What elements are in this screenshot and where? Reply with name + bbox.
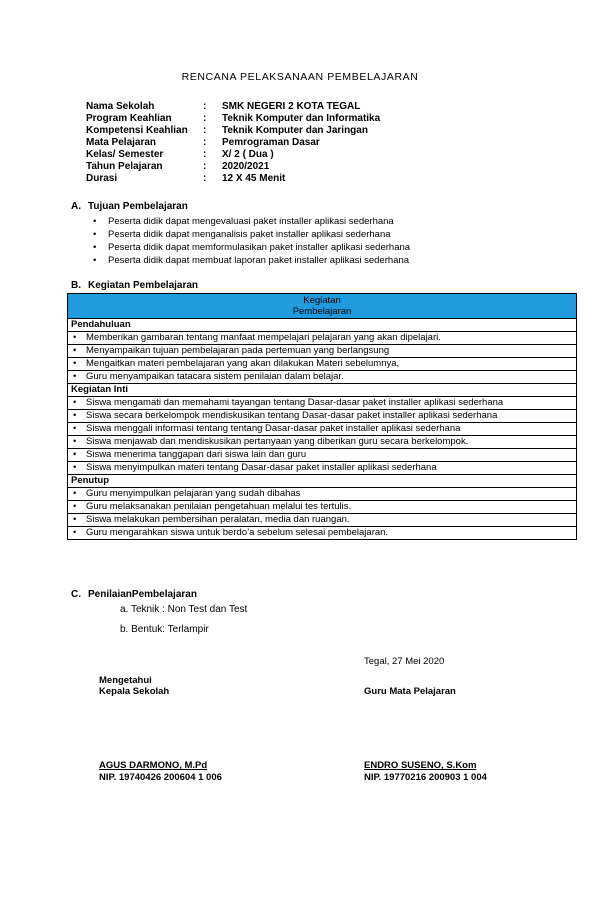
identity-colon: :: [203, 125, 207, 136]
identity-colon: :: [203, 101, 207, 112]
list-item: b. Bentuk: Terlampir: [120, 624, 209, 635]
place-date: Tegal, 27 Mei 2020: [364, 656, 445, 667]
teacher-nip: NIP. 19770216 200903 1 004: [364, 772, 487, 783]
identity-label: Nama Sekolah: [86, 101, 155, 112]
identity-row: [86, 113, 380, 125]
table-group-row: [68, 384, 577, 397]
section-a-heading: [71, 201, 188, 212]
table-header-row: [68, 294, 577, 319]
identity-value: Teknik Komputer dan Informatika: [222, 113, 381, 124]
table-row: [68, 397, 577, 410]
section-b-heading: [71, 280, 198, 291]
section-title: PenilaianPembelajaran: [88, 589, 197, 600]
identity-value: Pemrograman Dasar: [222, 137, 320, 148]
group-title-inti: Kegiatan Inti: [68, 384, 577, 397]
identity-row: [86, 173, 380, 185]
principal-name: AGUS DARMONO, M.Pd: [99, 760, 208, 771]
identity-colon: :: [203, 173, 207, 184]
table-cell: • Siswa melakukan pembersihan peralatan, media dan ruangan.: [68, 514, 577, 527]
table-row: [68, 462, 577, 475]
identity-value: SMK NEGERI 2 KOTA TEGAL: [222, 101, 361, 112]
acknowledge-label: Mengetahui: [99, 675, 152, 686]
identity-row: [86, 149, 380, 161]
identity-value: 2020/2021: [222, 161, 270, 172]
identity-label: Mata Pelajaran: [86, 137, 157, 148]
table-cell: • Mengaitkan materi pembelajaran yang akan dilakukan Materi sebelumnya,: [68, 358, 577, 371]
section-letter: B.: [71, 280, 81, 291]
table-cell: • Siswa menerima tanggapan dari siswa lain dan guru: [68, 449, 577, 462]
table-cell: • Guru menyampaikan tatacara sistem penilaian dalam belajar.: [68, 371, 577, 384]
identity-value: 12 X 45 Menit: [222, 173, 286, 184]
table-row: [68, 436, 577, 449]
table-cell: • Siswa secara berkelompok mendiskusikan tentang Dasar-dasar paket installer aplikasi sederhana: [68, 410, 577, 423]
identity-label: Durasi: [86, 173, 118, 184]
identity-colon: :: [203, 149, 207, 160]
group-title-pendahuluan: Pendahuluan: [68, 319, 577, 332]
identity-value: X/ 2 ( Dua ): [222, 149, 274, 160]
table-cell: • Guru menyimpulkan pelajaran yang sudah dibahas: [68, 488, 577, 501]
header-line: Pembelajaran: [292, 306, 352, 317]
table-group-row: [68, 319, 577, 332]
table-row: [68, 371, 577, 384]
identity-colon: :: [203, 161, 207, 172]
section-title: Kegiatan Pembelajaran: [88, 280, 199, 291]
section-letter: A.: [71, 201, 81, 212]
identity-label: Kompetensi Keahlian: [86, 125, 188, 136]
identity-value: Teknik Komputer dan Jaringan: [222, 125, 368, 136]
table-cell: • Menyampaikan tujuan pembelajaran pada pertemuan yang berlangsung: [68, 345, 577, 358]
principal-role: Kepala Sekolah: [99, 686, 170, 697]
table-cell: • Guru mengarahkan siswa untuk berdo’a sebelum selesai pembelajaran.: [68, 527, 577, 540]
table-row: [68, 488, 577, 501]
list-item: • Peserta didik dapat membuat laporan paket installer aplikasi sederhana: [93, 254, 410, 267]
table-cell: • Siswa menyimpulkan materi tentang Dasar-dasar paket installer aplikasi sederhana: [68, 462, 577, 475]
identity-row: [86, 101, 380, 113]
teacher-role: Guru Mata Pelajaran: [364, 686, 456, 697]
identity-colon: :: [203, 113, 207, 124]
table-group-row: [68, 475, 577, 488]
table-row: [68, 410, 577, 423]
header-line: Kegiatan: [303, 295, 341, 306]
list-item: a. Teknik : Non Test dan Test: [120, 604, 248, 615]
document-title: RENCANA PELAKSANAAN PEMBELAJARAN: [181, 71, 419, 83]
table-row: [68, 527, 577, 540]
table-row: [68, 358, 577, 371]
identity-label: Tahun Pelajaran: [86, 161, 163, 172]
identity-row: [86, 161, 380, 173]
list-item: • Peserta didik dapat menganalisis paket installer aplikasi sederhana: [93, 228, 410, 241]
identity-label: Kelas/ Semester: [86, 149, 164, 160]
table-row: [68, 514, 577, 527]
teacher-name: ENDRO SUSENO, S.Kom: [364, 760, 477, 771]
list-item: • Peserta didik dapat memformulasikan paket installer aplikasi sederhana: [93, 241, 410, 254]
table-header: [68, 294, 577, 319]
table-row: [68, 332, 577, 345]
group-title-penutup: Penutup: [68, 475, 577, 488]
table-row: [68, 501, 577, 514]
table-row: [68, 423, 577, 436]
penilaian-list: [120, 603, 247, 643]
table-cell: • Guru melaksanakan penilaian pengetahuan melalui tes tertulis.: [68, 501, 577, 514]
tujuan-list: [93, 215, 410, 267]
identity-row: [86, 137, 380, 149]
identity-label: Program Keahlian: [86, 113, 172, 124]
list-item: • Peserta didik dapat mengevaluasi paket installer aplikasi sederhana: [93, 215, 410, 228]
identity-block: [86, 101, 380, 185]
table-cell: • Siswa menggali informasi tentang tentang Dasar-dasar paket installer aplikasi sederhana: [68, 423, 577, 436]
table-cell: • Siswa mengamati dan memahami tayangan tentang Dasar-dasar paket installer aplikasi sederhana: [68, 397, 577, 410]
section-c-heading: [71, 589, 197, 600]
identity-row: [86, 125, 380, 137]
table-cell: • Memberikan gambaran tentang manfaat mempelajari pelajaran yang akan dipelajari.: [68, 332, 577, 345]
principal-nip: NIP. 19740426 200604 1 006: [99, 772, 222, 783]
table-row: [68, 345, 577, 358]
identity-colon: :: [203, 137, 207, 148]
kegiatan-table: [67, 293, 577, 540]
table-cell: • Siswa menjawab dan mendiskusikan pertanyaan yang diberikan guru secara berkelompok.: [68, 436, 577, 449]
section-letter: C.: [71, 589, 81, 600]
table-row: [68, 449, 577, 462]
section-title: Tujuan Pembelajaran: [88, 201, 188, 212]
